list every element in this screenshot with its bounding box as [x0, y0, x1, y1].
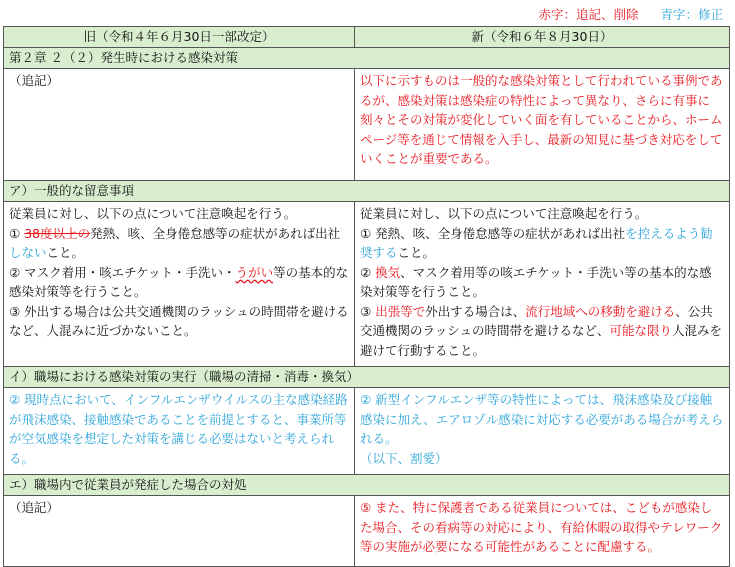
section3-new-note: （以下、割愛）: [360, 450, 448, 466]
old-item2: ② マスク着用・咳エチケット・手洗い・うがい等の基本的な感染対策等を行うこと。: [9, 264, 349, 299]
section2-old: [4, 202, 355, 367]
section4-old: [4, 496, 355, 567]
modified-text: しない: [9, 245, 47, 260]
section3-title: イ）職場における感染対策の実行（職場の清掃・消毒・換気）: [4, 367, 730, 388]
section1-new: 以下に示すものは一般的な感染対策として行われている事例であるが、感染対策は感染症の特性によって異なり、さらに有事に刻々とその対策が変化していく面を有していることから、ホームページ等を通じて情報を入手し、最新の知見に基づき対応をしていくことが重要である。: [355, 69, 730, 181]
comparison-table: [3, 26, 730, 567]
section1-row: [4, 69, 730, 181]
section4-new: ⑤ また、特に保護者である従業員については、こどもが感染した場合、その看病等の対応により、有給休暇の取得やテレワーク等の実施が必要になる可能性があることに配慮する。: [355, 496, 730, 567]
section2-row: [4, 202, 730, 367]
deleted-text: 38度以上の: [24, 225, 91, 241]
section1-title-row: [4, 48, 730, 69]
section4-old-text: （追記）: [9, 500, 60, 515]
deleted-text: うがい: [235, 264, 274, 280]
header-row: [4, 27, 730, 48]
section2-new: [355, 202, 730, 367]
section1-old-text: （追記）: [9, 73, 60, 88]
old-item3: ③ 外出する場合は公共交通機関のラッシュの時間帯を避けるなど、人混みに近づかないこと。: [9, 303, 349, 338]
modified-text: を控えるよう勧奨する: [360, 225, 713, 260]
added-text: 出張等で: [375, 303, 426, 319]
section2-title-row: [4, 181, 730, 202]
section2-title: ア）一般的な留意事項: [4, 181, 730, 202]
section3-row: [4, 388, 730, 475]
old-item1: ① 38度以上の発熱、咳、全身倦怠感等の症状があれば出社しないこと。: [9, 225, 341, 260]
legend-red: 赤字：追記、削除: [538, 7, 639, 22]
added-text: 流行地域への移動を避ける: [525, 303, 676, 319]
new-item1: ① 発熱、咳、全身倦怠感等の症状があれば出社を控えるよう勧奨すること。: [360, 225, 713, 260]
color-legend: [538, 5, 723, 23]
section3-title-row: [4, 367, 730, 388]
section3-old: ② 現時点において、インフルエンザウイルスの主な感染経路が飛沫感染、接触感染であることを前提とすると、事業所等が空気感染を想定した対策を講じる必要はないと考えられる。: [4, 388, 355, 475]
legend-blue: 青字：修正: [660, 7, 723, 22]
new-item2: ② 換気、マスク着用等の咳エチケット・手洗い等の基本的な感染対策等を行うこと。: [360, 264, 712, 299]
section4-title: エ）職場内で従業員が発症した場合の対処: [4, 475, 730, 496]
section4-row: [4, 496, 730, 567]
added-text: 可能な限り: [609, 323, 673, 338]
header-old: 旧（令和４年６月30日一部改定）: [4, 27, 355, 48]
old-intro: 従業員に対し、以下の点について注意喚起を行う。: [9, 206, 297, 221]
section4-title-row: [4, 475, 730, 496]
section1-title: 第２章 ２（２）発生時における感染対策: [4, 48, 730, 69]
new-item3: ③ 出張等で外出する場合は、流行地域への移動を避ける、公共交通機関のラッシュの時間帯を避けるなど、可能な限り人混みを避けて行動すること。: [360, 303, 723, 358]
header-new: 新（令和６年８月30日）: [355, 27, 730, 48]
added-text: 換気: [375, 264, 401, 280]
section3-new-text: ② 新型インフルエンザ等の特性によっては、飛沫感染及び接触感染に加え、エアロゾル感染に対応する必要がある場合が考えられる。: [360, 392, 724, 446]
new-intro: 従業員に対し、以下の点について注意喚起を行う。: [360, 206, 648, 221]
section3-new: [355, 388, 730, 475]
section1-old: [4, 69, 355, 181]
